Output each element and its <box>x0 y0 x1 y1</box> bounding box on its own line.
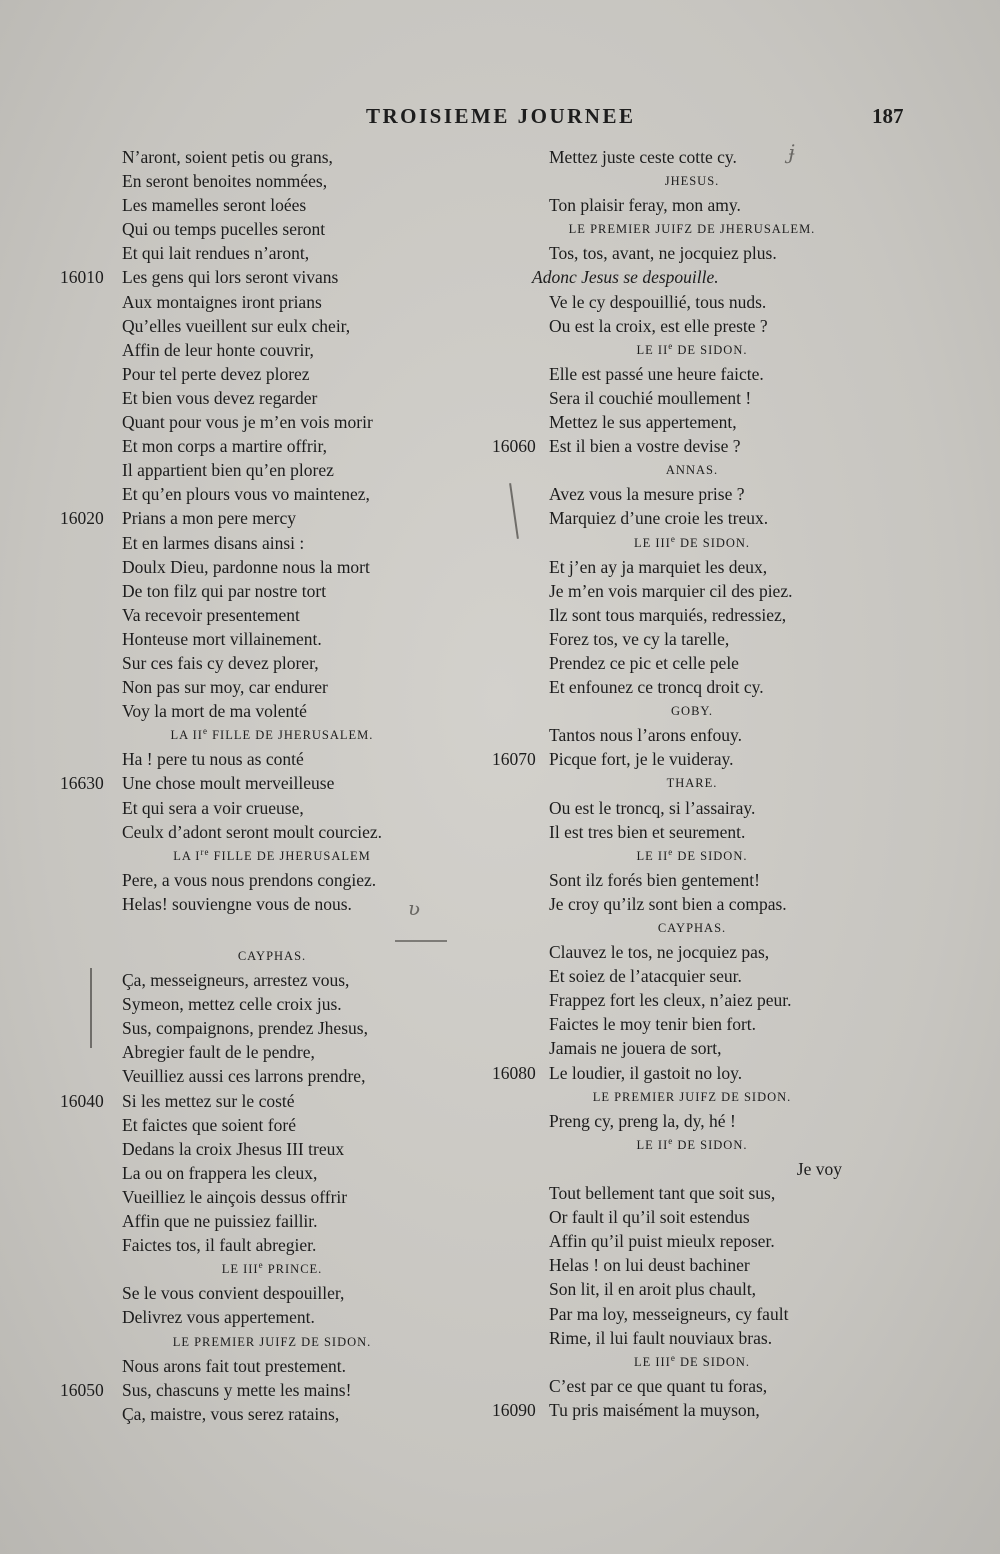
verse-line <box>492 1205 852 1229</box>
speaker-heading <box>492 771 852 795</box>
verse-text: Mettez juste ceste cotte cy. <box>549 147 737 167</box>
speaker-heading <box>60 944 422 968</box>
verse-text: Et qui sera a voir crueuse, <box>122 797 304 818</box>
verse-line <box>60 603 440 627</box>
verse-text: Rime, il lui fault nouviaux bras. <box>549 1327 773 1348</box>
verse-line <box>492 290 852 314</box>
line-number: 16630 <box>60 773 104 794</box>
verse-text: Et enfounez ce troncq droit cy. <box>549 677 764 698</box>
verse-line <box>492 1109 852 1133</box>
verse-line <box>60 362 440 386</box>
verse-text: Avez vous la mesure prise ? <box>549 484 745 505</box>
verse-line <box>60 579 440 603</box>
verse-text: Son lit, il en aroit plus chault, <box>549 1279 757 1300</box>
verse-line <box>492 603 852 627</box>
verse-line <box>492 1374 852 1398</box>
verse-line <box>492 145 852 169</box>
speaker-name: THARE. <box>666 776 718 791</box>
verse-text: Voy la mort de ma volenté <box>122 701 307 722</box>
verse-text: Veuilliez aussi ces larrons prendre, <box>122 1066 366 1087</box>
verse-text: Ou est la croix, est elle preste ? <box>549 315 768 336</box>
verse-text: Nous arons fait tout prestement. <box>122 1355 347 1376</box>
verse-line <box>492 820 852 844</box>
verse-text: Forez tos, ve cy la tarelle, <box>549 628 730 649</box>
verse-text: Mettez le sus appertement, <box>549 412 737 433</box>
verse-line <box>492 1253 852 1277</box>
verse-text: Prendez ce pic et celle pele <box>549 652 739 673</box>
verse-line <box>492 579 852 603</box>
verse-text: Faictes tos, il fault abregier. <box>122 1235 317 1256</box>
ordinal-superscript: re <box>200 846 210 857</box>
speaker-name-rest: DE SIDON. <box>675 535 751 550</box>
speaker-heading <box>492 217 852 241</box>
verse-text: Je m’en vois marquier cil des piez. <box>549 580 793 601</box>
verse-line <box>492 1181 852 1205</box>
verse-text: Quant pour vous je m’en vois morir <box>122 412 373 433</box>
speaker-heading <box>60 1330 422 1354</box>
speaker-name: LE III <box>633 535 671 550</box>
verse-text: Par ma loy, messeigneurs, cy fault <box>549 1303 789 1324</box>
verse-line <box>60 1016 440 1040</box>
verse-text: De ton filz qui par nostre tort <box>122 580 327 601</box>
verse-line <box>492 241 852 265</box>
verse-line <box>60 651 440 675</box>
speaker-heading <box>492 916 852 940</box>
verse-line <box>60 1233 440 1257</box>
verse-line <box>492 940 852 964</box>
speaker-name: LA II <box>170 728 203 743</box>
verse-line <box>60 410 440 434</box>
verse-text: Va recevoir presentement <box>122 604 300 625</box>
speaker-name-rest: DE SIDON. <box>673 848 748 863</box>
ordinal-superscript: e <box>670 533 676 544</box>
verse-line <box>60 1161 440 1185</box>
verse-line <box>60 1137 440 1161</box>
verse-line <box>60 193 440 217</box>
verse-text: Helas ! on lui deust bachiner <box>549 1255 750 1276</box>
verse-text: Ton plaisir feray, mon amy. <box>549 195 741 216</box>
verse-text: Pere, a vous nous prendons congiez. <box>122 869 377 890</box>
verse-line <box>60 992 440 1016</box>
verse-text: Ou est le troncq, si l’assairay. <box>549 797 756 818</box>
line-number: 16020 <box>60 508 104 529</box>
pencil-scribble: ɉ <box>788 140 795 164</box>
verse-line <box>60 338 440 362</box>
verse-text: Picque fort, je le vuideray. <box>549 749 734 770</box>
verse-text: Je voy <box>796 1158 842 1179</box>
verse-line <box>60 771 440 795</box>
verse-text: Preng cy, preng la, dy, hé ! <box>549 1110 736 1131</box>
verse-text: Or fault il qu’il soit estendus <box>549 1207 750 1228</box>
verse-line <box>492 1277 852 1301</box>
verse-text: Dedans la croix Jhesus III treux <box>122 1138 345 1159</box>
verse-text: Je croy qu’ilz sont bien a compas. <box>549 893 787 914</box>
verse-line <box>60 1402 440 1426</box>
verse-text: Une chose moult merveilleuse <box>122 773 335 794</box>
verse-line <box>60 265 440 289</box>
speaker-name: LE PREMIER JUIFZ DE JHERUSALEM. <box>568 222 816 237</box>
verse-line <box>60 241 440 265</box>
verse-text: Affin de leur honte couvrir, <box>122 339 314 360</box>
verse-text: Sus, chascuns y mette les mains! <box>122 1379 352 1400</box>
verse-text: Tos, tos, avant, ne jocquiez plus. <box>549 243 777 264</box>
verse-line <box>60 169 440 193</box>
speaker-heading <box>492 531 852 555</box>
verse-line <box>492 314 852 338</box>
verse-text: Se le vous convient despouiller, <box>122 1283 345 1304</box>
verse-text: Et mon corps a martire offrir, <box>122 436 328 457</box>
verse-text: Sur ces fais cy devez plorer, <box>122 652 319 673</box>
verse-line <box>60 1113 440 1137</box>
verse-text: Les gens qui lors seront vivans <box>122 267 339 288</box>
verse-text: Marquiez d’une croie les treux. <box>549 508 769 529</box>
verse-line <box>492 193 852 217</box>
verse-text: Vueilliez le ainçois dessus offrir <box>122 1186 348 1207</box>
speaker-name: ANNAS. <box>665 463 719 478</box>
verse-line <box>492 723 852 747</box>
verse-line <box>492 868 852 892</box>
verse-text: Honteuse mort villainement. <box>122 628 322 649</box>
speaker-name-rest: DE SIDON. <box>673 342 748 357</box>
verse-line <box>60 531 440 555</box>
verse-line <box>60 868 440 892</box>
speaker-heading <box>492 1133 852 1157</box>
speaker-heading <box>492 844 852 868</box>
verse-text: Est il bien a vostre devise ? <box>549 436 741 457</box>
verse-text: Jamais ne jouera de sort, <box>549 1038 722 1059</box>
line-number: 16080 <box>492 1062 536 1083</box>
left-column <box>60 145 440 1426</box>
verse-line <box>60 314 440 338</box>
verse-text: Doulx Dieu, pardonne nous la mort <box>122 556 370 577</box>
verse-text: N’aront, soient petis ou grans, <box>122 147 333 167</box>
verse-text: C’est par ce que quant tu foras, <box>549 1375 768 1396</box>
line-number: 16070 <box>492 749 536 770</box>
line-number: 16050 <box>60 1379 104 1400</box>
stage-direction-text: Adonc Jesus se despouille. <box>532 267 719 288</box>
speaker-heading <box>492 169 852 193</box>
verse-text: En seront benoites nommées, <box>122 171 328 192</box>
verse-line <box>60 482 440 506</box>
speaker-name: LE II <box>636 1137 669 1152</box>
verse-text: Il appartient bien qu’en plorez <box>122 460 334 481</box>
verse-text: Delivrez vous appertement. <box>122 1307 315 1328</box>
verse-line <box>492 675 852 699</box>
line-number: 16010 <box>60 267 104 288</box>
verse-line <box>492 892 852 916</box>
verse-line <box>60 968 440 992</box>
verse-text: Ha ! pere tu nous as conté <box>122 749 304 770</box>
speaker-name: LE PREMIER JUIFZ DE SIDON. <box>172 1334 372 1349</box>
verse-text: Faictes le moy tenir bien fort. <box>549 1014 757 1035</box>
verse-line <box>492 482 852 506</box>
verse-line <box>60 217 440 241</box>
speaker-heading <box>60 723 422 747</box>
verse-text: Et j’en ay ja marquiet les deux, <box>549 556 768 577</box>
verse-text: Qui ou temps pucelles seront <box>122 219 326 240</box>
verse-line <box>60 290 440 314</box>
verse-text: Affin qu’il puist mieulx reposer. <box>549 1231 775 1252</box>
verse-text: Pour tel perte devez plorez <box>122 363 310 384</box>
verse-line <box>60 627 440 651</box>
ordinal-superscript: e <box>202 726 208 737</box>
verse-text: Les mamelles seront loées <box>122 195 307 216</box>
speaker-name: LE II <box>636 848 669 863</box>
verse-text: Et faictes que soient foré <box>122 1114 296 1135</box>
verse-line <box>60 1378 440 1402</box>
verse-line <box>60 699 440 723</box>
speaker-heading <box>492 1085 852 1109</box>
line-number: 16090 <box>492 1399 536 1420</box>
verse-line <box>492 796 852 820</box>
verse-text: Helas! souviengne vous de nous. <box>122 893 352 914</box>
verse-text: Il est tres bien et seurement. <box>549 821 746 842</box>
verse-line <box>492 1036 852 1060</box>
stage-direction <box>492 265 852 289</box>
verse-text: Sus, compaignons, prendez Jhesus, <box>122 1018 368 1039</box>
margin-pencil-mark <box>90 968 92 1048</box>
speaker-name-rest: DE SIDON. <box>675 1354 751 1369</box>
verse-line <box>60 386 440 410</box>
speaker-name: CAYPHAS. <box>657 921 727 935</box>
page-number: 187 <box>872 104 904 128</box>
verse-line <box>60 1305 440 1329</box>
verse-line <box>492 410 852 434</box>
verse-line <box>60 434 440 458</box>
verse-text: Tantos nous l’arons enfouy. <box>549 725 743 746</box>
verse-line-continuation <box>492 1157 852 1181</box>
verse-line <box>60 555 440 579</box>
speaker-heading <box>492 699 852 723</box>
right-column <box>492 145 852 1422</box>
verse-line <box>492 1061 852 1085</box>
speaker-name-rest: FILLE DE JHERUSALEM. <box>207 728 374 743</box>
verse-line <box>60 820 440 844</box>
verse-line <box>492 362 852 386</box>
verse-text: Non pas sur moy, car endurer <box>122 677 328 698</box>
verse-text: Affin que ne puissiez faillir. <box>122 1211 318 1232</box>
verse-text: Frappez fort les cleux, n’aiez peur. <box>549 990 792 1011</box>
speaker-name: GOBY. <box>671 704 713 719</box>
verse-line <box>492 386 852 410</box>
ordinal-superscript: e <box>668 340 674 351</box>
speaker-name: LA I <box>173 848 201 863</box>
verse-text: Le loudier, il gastoit no loy. <box>549 1062 743 1083</box>
verse-line <box>60 145 440 169</box>
verse-text: Qu’elles vueillent sur eulx cheir, <box>122 315 351 336</box>
verse-line <box>492 506 852 530</box>
verse-text: Et soiez de l’atacquier seur. <box>549 966 742 987</box>
line-number: 16060 <box>492 436 536 457</box>
verse-line <box>492 555 852 579</box>
pencil-scribble: ʋ <box>408 896 421 920</box>
verse-line <box>60 1064 440 1088</box>
verse-line <box>492 1012 852 1036</box>
speaker-name: LE III <box>221 1262 259 1277</box>
speaker-heading <box>60 1257 422 1281</box>
speaker-name: LE II <box>636 342 669 357</box>
speaker-heading <box>60 844 422 868</box>
section-gap <box>60 916 440 944</box>
verse-text: Sont ilz forés bien gentement! <box>549 869 760 890</box>
verse-line <box>60 892 440 916</box>
verse-line <box>492 747 852 771</box>
speaker-name-rest: FILLE DE JHERUSALEM <box>209 848 371 863</box>
verse-text: Sera il couchié moullement ! <box>549 387 752 408</box>
verse-text: Tout bellement tant que soit sus, <box>549 1183 776 1204</box>
verse-text: Et en larmes disans ainsi : <box>122 532 305 553</box>
verse-text: Ve le cy despouillié, tous nuds. <box>549 291 767 312</box>
verse-line <box>492 964 852 988</box>
verse-line <box>492 1398 852 1422</box>
verse-line <box>60 1281 440 1305</box>
line-number: 16040 <box>60 1090 104 1111</box>
verse-line <box>60 1354 440 1378</box>
verse-line <box>60 1089 440 1113</box>
verse-text: Ça, maistre, vous serez ratains, <box>122 1403 340 1424</box>
speaker-name-rest: PRINCE. <box>263 1262 323 1277</box>
ordinal-superscript: e <box>668 846 674 857</box>
verse-text: Et qui lait rendues n’aront, <box>122 243 310 264</box>
speaker-name: JHESUS. <box>664 174 720 189</box>
verse-text: Et bien vous devez regarder <box>122 387 318 408</box>
ordinal-superscript: e <box>668 1135 674 1146</box>
verse-text: Abregier fault de le pendre, <box>122 1042 315 1063</box>
speaker-name: LE III <box>633 1354 671 1369</box>
verse-line <box>60 458 440 482</box>
verse-line <box>492 651 852 675</box>
verse-line <box>492 1326 852 1350</box>
verse-text: Symeon, mettez celle croix jus. <box>122 994 342 1015</box>
speaker-name: CAYPHAS. <box>237 949 307 963</box>
verse-line <box>60 675 440 699</box>
speaker-name: LE PREMIER JUIFZ DE SIDON. <box>592 1089 792 1104</box>
verse-text: Aux montaignes iront prians <box>122 291 322 312</box>
verse-line <box>492 1302 852 1326</box>
speaker-name-rest: DE SIDON. <box>673 1137 748 1152</box>
verse-line <box>492 988 852 1012</box>
verse-text: Et qu’en plours vous vo maintenez, <box>122 484 370 505</box>
speaker-heading <box>492 1350 852 1374</box>
ordinal-superscript: e <box>258 1260 264 1271</box>
verse-text: Ceulx d’adont seront moult courciez. <box>122 821 382 842</box>
verse-line <box>60 796 440 820</box>
pencil-rule <box>395 940 447 942</box>
verse-text: Ça, messeigneurs, arrestez vous, <box>122 970 350 991</box>
verse-text: Elle est passé une heure faicte. <box>549 363 764 384</box>
verse-line <box>60 506 440 530</box>
verse-line <box>492 1229 852 1253</box>
verse-line <box>492 627 852 651</box>
verse-text: La ou on frappera les cleux, <box>122 1162 318 1183</box>
speaker-heading <box>492 338 852 362</box>
verse-line <box>60 1040 440 1064</box>
verse-text: Clauvez le tos, ne jocquiez pas, <box>549 942 770 963</box>
page-header <box>0 104 1000 132</box>
verse-line <box>60 1209 440 1233</box>
verse-line <box>492 434 852 458</box>
verse-text: Si les mettez sur le costé <box>122 1090 295 1111</box>
verse-line <box>60 747 440 771</box>
verse-line <box>60 1185 440 1209</box>
ordinal-superscript: e <box>670 1352 676 1363</box>
running-title: TROISIEME JOURNEE <box>366 104 636 128</box>
verse-text: Ilz sont tous marquiés, redressiez, <box>549 604 787 625</box>
speaker-heading <box>492 458 852 482</box>
verse-text: Tu pris maisément la muyson, <box>549 1399 760 1420</box>
verse-text: Prians a mon pere mercy <box>122 508 296 529</box>
